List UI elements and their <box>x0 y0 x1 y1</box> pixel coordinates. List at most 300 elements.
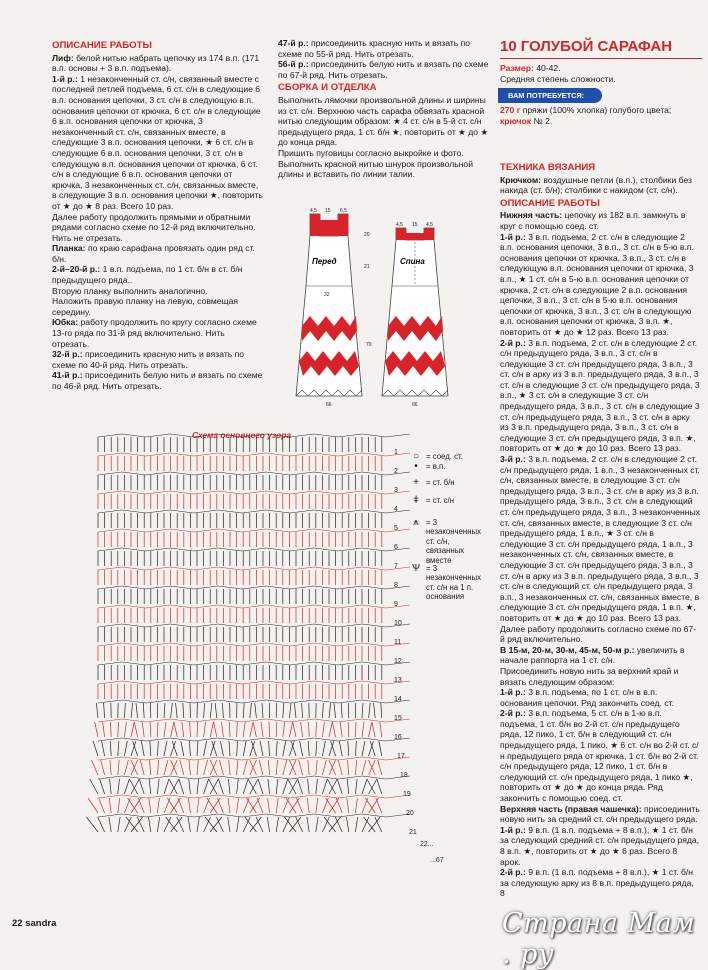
section-heading: ОПИСАНИЕ РАБОТЫ <box>500 199 700 210</box>
stitch-mark <box>171 703 173 718</box>
stitch-mark <box>204 779 209 794</box>
row-number: 6 <box>394 544 398 551</box>
paragraph: Наложить правую планку на левую, совмещая середину. <box>52 296 264 317</box>
paragraph: 2-й р.: 9 в.п. (1 в.п. подъема + 8 в.п.), ★ 1 ст. б/н за следующую арку из 8 в.п. предыдущего ряда, 8 <box>500 867 700 899</box>
stitch-mark <box>294 703 296 718</box>
row-number: 5 <box>394 525 398 532</box>
stitch-mark <box>316 779 318 794</box>
stitch-mark <box>362 703 363 718</box>
stitch-mark <box>327 779 335 794</box>
paragraph: Верхняя часть (правая чашечка): присоединить новую нить за средний ст. с/н предыдущего ряда. <box>500 804 700 825</box>
stitch-mark <box>164 760 168 775</box>
stitch-mark <box>316 741 317 756</box>
row-number: 10 <box>394 620 402 627</box>
stitch-mark <box>197 798 199 813</box>
stitch-mark <box>124 703 125 718</box>
stitch-mark <box>347 779 349 794</box>
stitch-mark <box>90 779 98 794</box>
paragraph: Пришить пуговицы согласно выкройке и фото. Выполнить красной нитью шнурок произвольной длины и вставить по линии талии. <box>278 148 490 180</box>
stitch-mark <box>134 722 137 737</box>
paragraph: Планка: по краю сарафана провязать один ряд ст. б/н. <box>52 243 264 264</box>
dim-label: 4,5 <box>396 222 403 228</box>
row-number: 1 <box>394 449 398 456</box>
stitch-mark <box>283 722 285 737</box>
stitch-mark <box>381 703 382 718</box>
stitch-mark <box>88 798 98 813</box>
stitch-mark <box>355 722 356 737</box>
stitch-mark <box>250 722 253 737</box>
row-number: 3 <box>394 487 398 494</box>
stitch-mark <box>178 798 184 813</box>
stitch-mark <box>104 703 105 718</box>
stitch-mark <box>219 760 223 775</box>
stitch-mark <box>190 722 191 737</box>
stitch-mark <box>257 798 263 813</box>
paragraph: 1-й р.: 9 в.п. (1 в.п. подъема + 8 в.п.), ★ 1 ст. б/н за следующий средний ст. с/н предыдущего ряда, 8 в.п. ★, повторить от ★ до ★ 6 раз. Всего 8 арок. <box>500 825 700 867</box>
stitch-mark <box>341 703 342 718</box>
stitch-mark <box>188 817 190 832</box>
stitch-mark <box>136 703 138 718</box>
stitch-mark <box>300 741 303 756</box>
stitch-mark <box>103 722 105 737</box>
stitch-mark <box>348 741 349 756</box>
row-outline <box>98 719 410 722</box>
stitch-mark <box>222 703 223 718</box>
stitch-mark <box>148 817 150 832</box>
paragraph: 1-й р.: 3 в.п. подъема, по 1 ст. с/н в в.п. основания цепочки. Ряд закончить соед. ст. <box>500 687 700 708</box>
stitch-mark <box>355 760 356 775</box>
stitch-mark <box>346 817 348 832</box>
row-outline <box>98 776 410 779</box>
stitch-mark <box>220 741 223 756</box>
stitch-mark <box>337 779 342 794</box>
stitch-mark <box>197 760 198 775</box>
stitch-mark <box>253 722 256 737</box>
yarn-line: 270 г пряжи (100% хлопка) голубого цвета; <box>500 105 702 116</box>
stitch-mark <box>95 722 98 737</box>
stitch-mark <box>322 703 323 718</box>
stitch-mark <box>309 722 310 737</box>
stitch-mark <box>118 741 119 756</box>
stitch-mark <box>228 798 230 813</box>
stitch-mark <box>197 779 199 794</box>
column-1 <box>52 38 264 392</box>
stitch-mark <box>149 798 151 813</box>
stitch-mark <box>322 722 324 737</box>
stitch-mark <box>355 741 356 756</box>
stitch-mark <box>355 798 357 813</box>
row-number: 14 <box>394 696 402 703</box>
row-number: 11 <box>394 639 401 646</box>
stitch-mark <box>131 722 134 737</box>
stitch-mark <box>229 722 230 737</box>
pattern-title-box <box>500 38 702 127</box>
row-number: 7 <box>394 563 398 570</box>
column-3 <box>500 160 700 899</box>
stitch-mark <box>336 798 342 813</box>
stitch-mark <box>221 722 223 737</box>
hook-line: крючок № 2. <box>500 116 702 127</box>
stitch-mark <box>338 760 342 775</box>
stitch-mark <box>322 741 325 756</box>
row-number: 4 <box>394 506 398 513</box>
paragraph: 3-й р.: 3 в.п. подъема, 2 ст. с/н в следующие 2 ст. с/н предыдущего ряда, 1 в.п., 3 незаконченных ст. с/н, связанных вместе, в следующие 3 ст. с/н предыдущего ряда, 3 в.п., 3 ст. с/н в арку из 3 в.п. предыдущего ряда, 3 в.п., 3 ст. с/н в следующий ст. с/н предыдущего ряда, 3 в.п., 3 незаконченных ст. с/н, связанных вместе, в следующие 3 ст. с/н предыдущего ряда, 1 в.п., ★ 3 ст. с/н в следующие 3 ст. с/н предыдущего ряда, 1 в.п., 3 незаконченных ст. с/н, связанных вместе, в следующие 3 ст. с/н предыдущего ряда, 3 в.п., 3 ст. с/н в арку из 3 в.п. предыдущего ряда, 3 в.п., 3 ст. с/н в следующий ст. с/н предыдущего ряда, 3 в.п., 3 незаконченных ст. с/н, связанных вместе, в следующие 3 ст. с/н предыдущего ряда, 1 в.п. ★, повторить от ★ до ★ до 10 раз. Всего 13 раз. <box>500 454 700 624</box>
stitch-mark <box>250 779 258 794</box>
dim-label: 20 <box>364 232 370 238</box>
stitch-mark <box>268 760 269 775</box>
row-outline <box>98 510 410 513</box>
stitch-mark <box>99 798 105 813</box>
paragraph: В 15-м, 20-м, 30-м, 45-м, 50-м р.: увеличить в начале раппорта на 1 ст. с/н. <box>500 645 700 666</box>
row-number: 22... <box>420 841 434 848</box>
row-outline <box>98 814 410 817</box>
stitch-mark <box>268 779 270 794</box>
stitch-mark <box>228 779 230 794</box>
stitch-mark <box>183 703 184 718</box>
paragraph: 1-й р.: 3 в.п. подъема, 2 ст. с/н в следующие 2 в.п. основания цепочки, 3 в.п., 3 ст. с/н в 5-ю в.п. основания цепочки от крючка, 3 в.п., 3 ст. с/н в следующую в.п. основания цепочки от крючка, 3 в.п., ★ 1 ст. с/н в 5-ю в.п. основания цепочки от крючка, 2 ст. с/н в следующие 2 в.п. основания цепочки, 3 в.п., 3 ст. с/н в 5-ю в.п. основания цепочки от крючка, 3 в.п., 3 ст. с/н в следующую в.п. основания цепочки от крючка, 3 в.п. ★, повторить от ★ до ★ 12 раз. Всего 13 раз. <box>500 232 700 338</box>
stitch-mark <box>276 779 278 794</box>
stitch-mark <box>210 703 212 718</box>
stitch-mark <box>243 760 247 775</box>
stitch-mark <box>109 798 111 813</box>
row-outline <box>98 434 410 437</box>
stitch-mark <box>243 779 248 794</box>
stitch-mark <box>276 741 277 756</box>
paragraph: Лиф: белой нитью набрать цепочку из 174 в.п. (171 в.п. основы + 3 в.п. подъема). <box>52 53 264 74</box>
paragraph: 1-й р.: 1 незаконченный ст. с/н, связанный вместе с последней петлей подъема, 6 ст. с/н в следующие 6 в.п. основания цепочки, 3 ст. с/н в следующую в.п. основания цепочки от крючка, 6 ст. с/н в следующие 6 в.п. основания цепочки от крючка, 3 незаконченный ст. с/н, связанных вместе, в следующие 3 в.п. основания цепочки, ★ 6 ст. с/н в следующие 6 в.п. основания цепочки, 3 ст. с/н в следующую в.п. основания цепочки от крючка, 6 ст. с/н в следующие 6 в.п. основания цепочки от крючка, 3 незаконченных ст. с/н, связанных вместе, в следующие 3 в.п. основания цепочки ★, повторить от ★ до ★ 8 раз. Всего 10 раз. <box>52 74 264 212</box>
stitch-mark <box>301 722 303 737</box>
paragraph: Далее работу продолжить согласно схеме по 67-й ряд включительно. <box>500 624 700 645</box>
stitch-mark <box>289 703 291 718</box>
stitch-mark <box>118 798 120 813</box>
stitch-mark <box>276 798 278 813</box>
dim-label: 21 <box>364 264 370 270</box>
stitch-mark <box>376 798 382 813</box>
stitch-mark <box>138 798 144 813</box>
diagram-title: Схема основного узора <box>192 430 291 440</box>
stitch-mark <box>308 760 309 775</box>
stitch-mark <box>214 722 217 737</box>
stitch-mark <box>143 703 144 718</box>
row-number: 17 <box>397 753 405 760</box>
dim-label: 15 <box>325 208 331 214</box>
paragraph: Нижняя часть: цепочку из 182 в.п. замкнуть в круг с помощью соед. ст. <box>500 210 700 231</box>
stitch-mark <box>243 722 245 737</box>
row-outline <box>98 757 410 760</box>
paragraph: 2-й–20-й р.: 1 в.п. подъема, по 1 ст. б/н в ст. б/н предыдущего ряда.. <box>52 264 264 285</box>
stitch-mark <box>237 798 239 813</box>
stitch-mark <box>188 798 190 813</box>
stitch-mark <box>157 722 158 737</box>
stitch-mark <box>91 760 98 775</box>
back-pattern <box>382 228 448 396</box>
stitch-mark <box>118 779 120 794</box>
stitch-mark <box>157 817 159 832</box>
dot-icon: • <box>408 462 424 471</box>
stitch-mark <box>229 760 230 775</box>
stitch-mark <box>298 779 303 794</box>
pattern-title: 10 ГОЛУБОЙ САРАФАН <box>500 38 702 59</box>
fan-icon: Ѱ <box>408 564 424 573</box>
stitch-mark <box>329 703 331 718</box>
paragraph: Выполнить лямочки произвольной длины и ширины из ст. с/н. Верхнюю часть сарафа обвязать красной нитью следующим образом: ★ 4 ст. с/н в 5-й ст. с/н предыдущего ряда, 1 ст. б/н ★, повторить от ★ до ★ до конца ряда. <box>278 95 490 148</box>
stitch-mark <box>111 722 112 737</box>
stitch-mark <box>150 741 151 756</box>
stitch-mark <box>289 779 297 794</box>
difficulty-line: Средняя степень сложности. <box>500 74 702 85</box>
stitch-mark <box>339 741 342 756</box>
row-number: 19 <box>403 791 411 798</box>
stitch-mark <box>96 703 98 718</box>
stitch-mark <box>157 779 159 794</box>
paragraph: Далее работу продолжить прямыми и обратными рядами согласно схеме по 12-й ряд включительно. Нить не отрезать. <box>52 212 264 244</box>
stitch-mark <box>189 779 191 794</box>
stitch-mark <box>269 741 270 756</box>
stitch-mark <box>329 722 332 737</box>
row-outline <box>98 605 410 608</box>
dim-label: 6,5 <box>340 208 347 214</box>
stitch-mark <box>179 779 184 794</box>
stitch-mark <box>176 703 178 718</box>
row-outline <box>98 586 410 589</box>
row-outline <box>98 529 410 532</box>
stitch-mark <box>93 741 98 756</box>
row-number: 12 <box>394 658 402 665</box>
watermark: Страна Мам . ру <box>502 908 708 970</box>
stitch-mark <box>297 798 303 813</box>
materials-badge: ВАМ ПОТРЕБУЕТСЯ: <box>498 88 602 103</box>
stitch-mark <box>164 703 165 718</box>
paragraph: Крючком: воздушные петли (в.п.), столбики без накида (ст. б/н); столбики с накидом (ст. с/н). <box>500 175 700 196</box>
stitch-mark <box>362 779 367 794</box>
stitch-icon: ǂ <box>408 496 424 505</box>
stitch-mark <box>189 741 190 756</box>
row-outline <box>98 453 410 456</box>
stitch-mark <box>182 722 184 737</box>
stitch-mark <box>369 722 372 737</box>
stitch-mark <box>124 722 126 737</box>
dim-label: 32 <box>324 292 330 298</box>
stitch-mark <box>259 760 263 775</box>
stitch-mark <box>228 817 230 832</box>
paragraph: Юбка: работу продолжить по кругу согласно схеме 13-го ряда по 31-й ряд включительно. Нить отрезать. <box>52 317 264 349</box>
stitch-mark <box>140 760 144 775</box>
stitch-mark <box>362 722 364 737</box>
stitch-mark <box>157 760 158 775</box>
stitch-mark <box>218 779 223 794</box>
stitch-mark <box>307 817 309 832</box>
stitch-mark <box>142 722 144 737</box>
stitch-mark <box>302 703 303 718</box>
paragraph: 47-й р.: присоединить красную нить и вязать по схеме по 55-й ряд. Нить отрезать. <box>278 38 490 59</box>
row-number: 9 <box>394 601 398 608</box>
row-number: ...67 <box>430 857 444 864</box>
row-number: 20 <box>406 810 414 817</box>
stitch-mark <box>355 779 357 794</box>
back-label: Спина <box>400 257 425 266</box>
stitch-mark <box>131 779 139 794</box>
stitch-mark <box>237 779 239 794</box>
row-number: 2 <box>394 468 398 475</box>
size-line: Размер: 40-42. <box>500 63 702 74</box>
stitch-mark <box>340 722 342 737</box>
stitch-mark <box>362 741 365 756</box>
section-heading: ОПИСАНИЕ РАБОТЫ <box>52 41 264 52</box>
stitch-mark <box>169 779 177 794</box>
stitch-mark <box>149 779 151 794</box>
stitch-mark <box>380 722 382 737</box>
stitch-mark <box>174 722 177 737</box>
stitch-mark <box>347 760 348 775</box>
stitch-mark <box>180 760 184 775</box>
stitch-mark <box>215 703 217 718</box>
stitch-mark <box>355 817 357 832</box>
crochet-chart <box>52 428 452 898</box>
stitch-mark <box>329 779 337 794</box>
stitch-mark <box>189 760 190 775</box>
dim-label: 66 <box>326 402 332 408</box>
stitch-mark <box>141 741 144 756</box>
front-pattern <box>296 214 362 396</box>
row-outline <box>98 491 410 494</box>
stitch-mark <box>367 779 375 794</box>
stitch-mark <box>204 741 207 756</box>
stitch-mark <box>98 817 105 832</box>
stitch-mark <box>308 741 309 756</box>
stitch-mark <box>322 760 326 775</box>
cluster-icon: ⩚ <box>408 518 424 527</box>
stitch-mark <box>100 779 105 794</box>
row-number: 18 <box>400 772 408 779</box>
page-number: 22 sandra <box>12 918 56 929</box>
stitch-mark <box>129 779 137 794</box>
stitch-mark <box>276 722 277 737</box>
stitch-mark <box>149 760 150 775</box>
stitch-mark <box>283 760 287 775</box>
front-label: Перед <box>312 257 337 266</box>
stitch-mark <box>369 703 371 718</box>
dim-label: 66 <box>412 402 418 408</box>
stitch-mark <box>262 703 263 718</box>
stitch-mark <box>269 722 270 737</box>
stitch-mark <box>124 760 128 775</box>
stitch-mark <box>124 779 129 794</box>
paragraph: 2-й р.: 3 в.п. подъема, 5 ст. с/н в 1-ю в.п. подъема, 1 ст. б/н во 2-й ст. с/н предыдущего ряда, 12 пико, 1 ст. б/н в следующий ст. с/н предыдущего ряда, 1 пико, ★ 6 ст. с/н во 2-й ст. с/н предыдущего ряда от крючка, 1 ст. б/н во 2-й ст. с/н предыдущего ряда, 12 пико, 1 ст. б/н в следующий ст. с/н предыдущего ряда, 1 пико ★, повторить от ★ до ★ до конца ряда. Ряд закончить с помощью соед. ст. <box>500 708 700 803</box>
stitch-mark <box>276 760 277 775</box>
stitch-mark <box>124 741 127 756</box>
dim-label: 70 <box>366 342 372 348</box>
stitch-mark <box>110 741 111 756</box>
paragraph: Присоединить новую нить за верхний край и вязать следующим образом: <box>500 666 700 687</box>
row-outline <box>98 643 410 646</box>
stitch-mark <box>377 779 382 794</box>
dim-label: 4,5 <box>426 222 433 228</box>
stitch-mark <box>197 741 198 756</box>
stitch-mark <box>332 722 335 737</box>
stitch-mark <box>369 779 377 794</box>
plus-icon: + <box>408 478 424 487</box>
stitch-mark <box>157 798 159 813</box>
stitch-mark <box>260 741 263 756</box>
row-number: 21 <box>409 829 417 836</box>
stitch-mark <box>283 779 288 794</box>
stitch-mark <box>299 760 303 775</box>
stitch-mark <box>197 817 199 832</box>
stitch-mark <box>308 779 310 794</box>
stitch-mark <box>267 817 269 832</box>
stitch-mark <box>110 760 111 775</box>
stitch-mark <box>110 779 112 794</box>
ring-icon: ○ <box>408 452 424 461</box>
stitch-mark <box>276 817 278 832</box>
stitch-mark <box>204 703 205 718</box>
dim-label: 15 <box>412 222 418 228</box>
stitch-mark <box>237 741 238 756</box>
section-heading: СБОРКА И ОТДЕЛКА <box>278 83 490 94</box>
stitch-mark <box>283 741 286 756</box>
stitch-mark <box>210 722 213 737</box>
row-outline <box>98 548 410 551</box>
stitch-mark <box>109 817 111 832</box>
stitch-mark <box>197 722 198 737</box>
stitch-mark <box>131 703 133 718</box>
dress-schematic <box>288 206 488 416</box>
stitch-mark <box>348 722 349 737</box>
section-heading: ТЕХНИКА ВЯЗАНИЯ <box>500 163 700 174</box>
stitch-mark <box>268 798 270 813</box>
stitch-mark <box>181 741 184 756</box>
row-outline <box>98 662 410 665</box>
stitch-mark <box>204 722 206 737</box>
stitch-mark <box>372 722 375 737</box>
row-outline <box>98 738 410 741</box>
stitch-mark <box>171 779 179 794</box>
paragraph: 41-й р.: присоединить белую нить и вязать по схеме по 46-й ряд. Нить отрезать. <box>52 370 264 391</box>
stitch-mark <box>229 741 230 756</box>
stitch-mark <box>101 760 105 775</box>
stitch-mark <box>164 722 166 737</box>
stitch-mark <box>237 722 238 737</box>
stitch-mark <box>171 722 174 737</box>
stitch-mark <box>243 741 246 756</box>
row-outline <box>98 795 410 798</box>
row-number: 16 <box>394 734 402 741</box>
stitch-mark <box>102 741 105 756</box>
paragraph: 2-й р.: 3 в.п. подъема, 2 ст. с/н в следующие 2 ст. с/н предыдущего ряда, 3 в.п., 3 ст. с/н в следующие 3 ст. с/н предыдущего ряда, 3 в.п., 3 ст. с/н в арку из 3 в.п. предыдущего ряда, 3 в.п., 3 ст. с/н в следующие 3 ст. с/н предыдущего ряда, 3 в.п., ★ 3 ст. с/н в следующие 3 ст. с/н предыдущего ряда, 3 в.п., 3 ст. с/н в следующие 3 ст. с/н предыдущего ряда, 3 в.п., 3 ст. с/н в арку из 3 в.п. предыдущего ряда, 3 в.п., 3 ст. с/н в следующие 3 ст. с/н предыдущего ряда, 3 в.п. ★, повторить от ★ до ★ до 10 раз. Всего 13 раз. <box>500 338 700 455</box>
stitch-mark <box>283 703 284 718</box>
stitch-mark <box>334 703 336 718</box>
stitch-mark <box>150 722 151 737</box>
stitch-mark <box>322 779 327 794</box>
stitch-mark <box>316 798 318 813</box>
stitch-mark <box>316 722 317 737</box>
row-number: 15 <box>394 715 402 722</box>
stitch-mark <box>86 817 98 832</box>
row-outline <box>98 681 410 684</box>
stitch-mark <box>204 760 208 775</box>
stitch-mark <box>347 798 349 813</box>
stitch-mark <box>378 760 382 775</box>
stitch-mark <box>243 703 244 718</box>
stitch-mark <box>248 779 256 794</box>
stitch-mark <box>250 703 252 718</box>
stitch-mark <box>374 703 376 718</box>
stitch-mark <box>379 741 382 756</box>
stitch-mark <box>362 760 366 775</box>
dim-label: 4,5 <box>310 208 317 214</box>
stitch-mark <box>210 779 218 794</box>
stitch-mark <box>118 722 119 737</box>
